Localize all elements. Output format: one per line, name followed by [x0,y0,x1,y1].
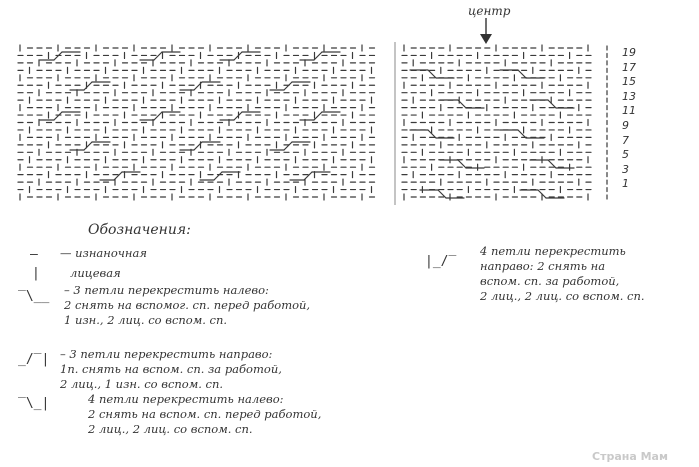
knit-symbol: | [32,266,40,281]
purl-description: — изнаночная [60,246,147,260]
stitch-mark [284,142,292,150]
cross-right-4-description: 4 петли перекрестить направо: 2 снять на вспом. сп. за работой, 2 лиц., 2 лиц. со вспом. сп. [480,244,645,303]
knitting-chart [0,0,699,215]
cross-left-3-description: – 3 петли перекрестить налево: 2 снять на вспомог. сп. перед работой, 1 изн., 2 лиц. со вспом. сп. [64,283,311,327]
cross-left-4-symbol: ‾\_| [18,396,50,411]
legend-title: Обозначения: [88,222,191,238]
stitch-mark [314,52,322,60]
row-number: 11 [622,104,636,118]
row-number: 15 [622,75,636,89]
stitch-mark [428,70,436,78]
row-number: 7 [622,133,629,147]
row-number: 1 [622,177,629,191]
watermark: Страна Мам [592,450,668,463]
stitch-mark [314,112,322,120]
row-number: 19 [622,46,636,59]
stitch-mark [304,172,312,180]
stitch-mark [518,70,526,78]
stitch-mark [84,142,92,150]
center-arrow-head [480,34,492,44]
center-label: центр [468,4,511,18]
row-number: 17 [622,60,636,74]
row-number: 13 [622,89,636,103]
row-number: 3 [622,162,629,176]
cross-left-4-description: 4 петли перекрестить налево: 2 снять на вспом. сп. перед работой, 2 лиц., 2 лиц. со вспом. сп. [88,392,322,436]
stitch-mark [114,172,122,180]
stitch-mark [548,100,556,108]
stitch-mark [458,100,466,108]
cross-right-3-description: – 3 петли перекрестить направо: 1п. снять на вспом. сп. за работой, 2 лиц., 1 изн. со вспом. сп. [60,347,282,391]
knit-description: лицевая [70,266,121,280]
stitch-mark [154,112,162,120]
stitch-mark [284,82,292,90]
stitch-mark [84,82,92,90]
stitch-mark [54,112,62,120]
cross-right-4-symbol: |_/‾ [425,254,457,269]
cross-left-3-symbol: ‾\__ [18,289,50,304]
cross-right-3-symbol: _/‾| [18,352,50,367]
row-number: 9 [622,119,629,132]
row-number: 5 [622,148,629,162]
purl-symbol: — [30,247,38,262]
stitch-mark [214,172,222,180]
